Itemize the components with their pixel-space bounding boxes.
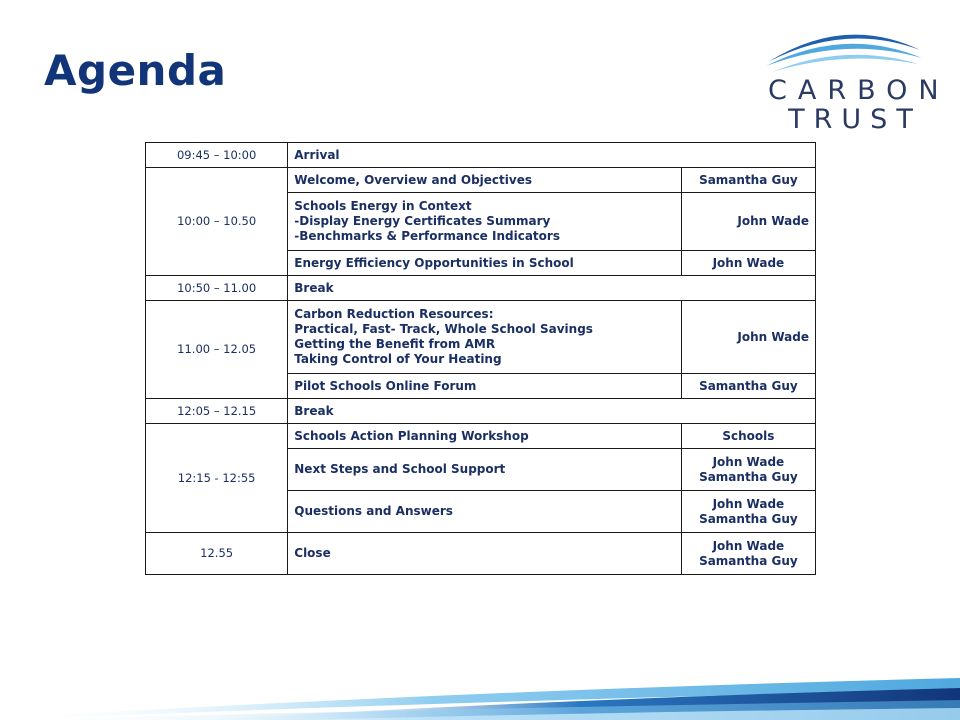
session-cell: Arrival <box>288 143 816 168</box>
session-line: Getting the Benefit from AMR <box>294 337 496 351</box>
time-cell: 10:00 – 10.50 <box>146 168 288 276</box>
speaker-line: Samantha Guy <box>699 553 798 568</box>
table-row <box>146 276 816 301</box>
time-cell: 09:45 – 10:00 <box>146 143 288 168</box>
agenda-table <box>145 142 816 575</box>
speaker-cell: Schools <box>681 424 815 449</box>
session-cell: Close <box>288 533 682 575</box>
speaker-line: Samantha Guy <box>699 511 798 526</box>
speaker-cell: John Wade <box>681 193 815 251</box>
session-line: -Benchmarks & Performance Indicators <box>294 229 560 243</box>
time-cell: 10:50 – 11.00 <box>146 276 288 301</box>
speaker-cell: John Wade <box>681 251 815 276</box>
logo-word-carbon: CARBON <box>768 75 950 106</box>
session-cell: Energy Efficiency Opportunities in School <box>288 251 682 276</box>
session-cell: Welcome, Overview and Objectives <box>288 168 682 193</box>
table-row <box>146 533 816 575</box>
session-line: Carbon Reduction Resources: <box>294 307 494 321</box>
session-line: Schools Energy in Context <box>294 199 472 213</box>
session-cell: Break <box>288 276 816 301</box>
table-row <box>146 143 816 168</box>
slide-title: Agenda <box>44 46 227 95</box>
footer-wave-decoration <box>0 660 960 720</box>
session-cell <box>288 301 682 374</box>
session-line: -Display Energy Certificates Summary <box>294 214 551 228</box>
carbon-trust-logo <box>760 22 950 135</box>
session-line: Taking Control of Your Heating <box>294 352 502 366</box>
logo-arcs-icon <box>760 22 930 82</box>
session-cell: Questions and Answers <box>288 491 682 533</box>
session-cell: Pilot Schools Online Forum <box>288 374 682 399</box>
session-cell: Schools Action Planning Workshop <box>288 424 682 449</box>
speaker-cell: Samantha Guy <box>681 374 815 399</box>
speaker-line: John Wade <box>712 454 785 469</box>
speaker-line: Samantha Guy <box>699 469 798 484</box>
speaker-cell <box>681 449 815 491</box>
speaker-cell <box>681 533 815 575</box>
logo-word-trust: TRUST <box>788 104 922 135</box>
table-row <box>146 168 816 193</box>
speaker-line: John Wade <box>712 538 785 553</box>
speaker-cell: Samantha Guy <box>681 168 815 193</box>
table-row <box>146 424 816 449</box>
speaker-line: John Wade <box>712 496 785 511</box>
speaker-cell: John Wade <box>681 301 815 374</box>
table-row <box>146 301 816 374</box>
session-cell <box>288 193 682 251</box>
session-cell: Next Steps and School Support <box>288 449 682 491</box>
session-line: Practical, Fast- Track, Whole School Savings <box>294 322 593 336</box>
session-cell: Break <box>288 399 816 424</box>
speaker-cell <box>681 491 815 533</box>
time-cell: 12.55 <box>146 533 288 575</box>
time-cell: 11.00 – 12.05 <box>146 301 288 399</box>
table-row <box>146 399 816 424</box>
time-cell: 12:15 - 12:55 <box>146 424 288 533</box>
time-cell: 12:05 – 12.15 <box>146 399 288 424</box>
